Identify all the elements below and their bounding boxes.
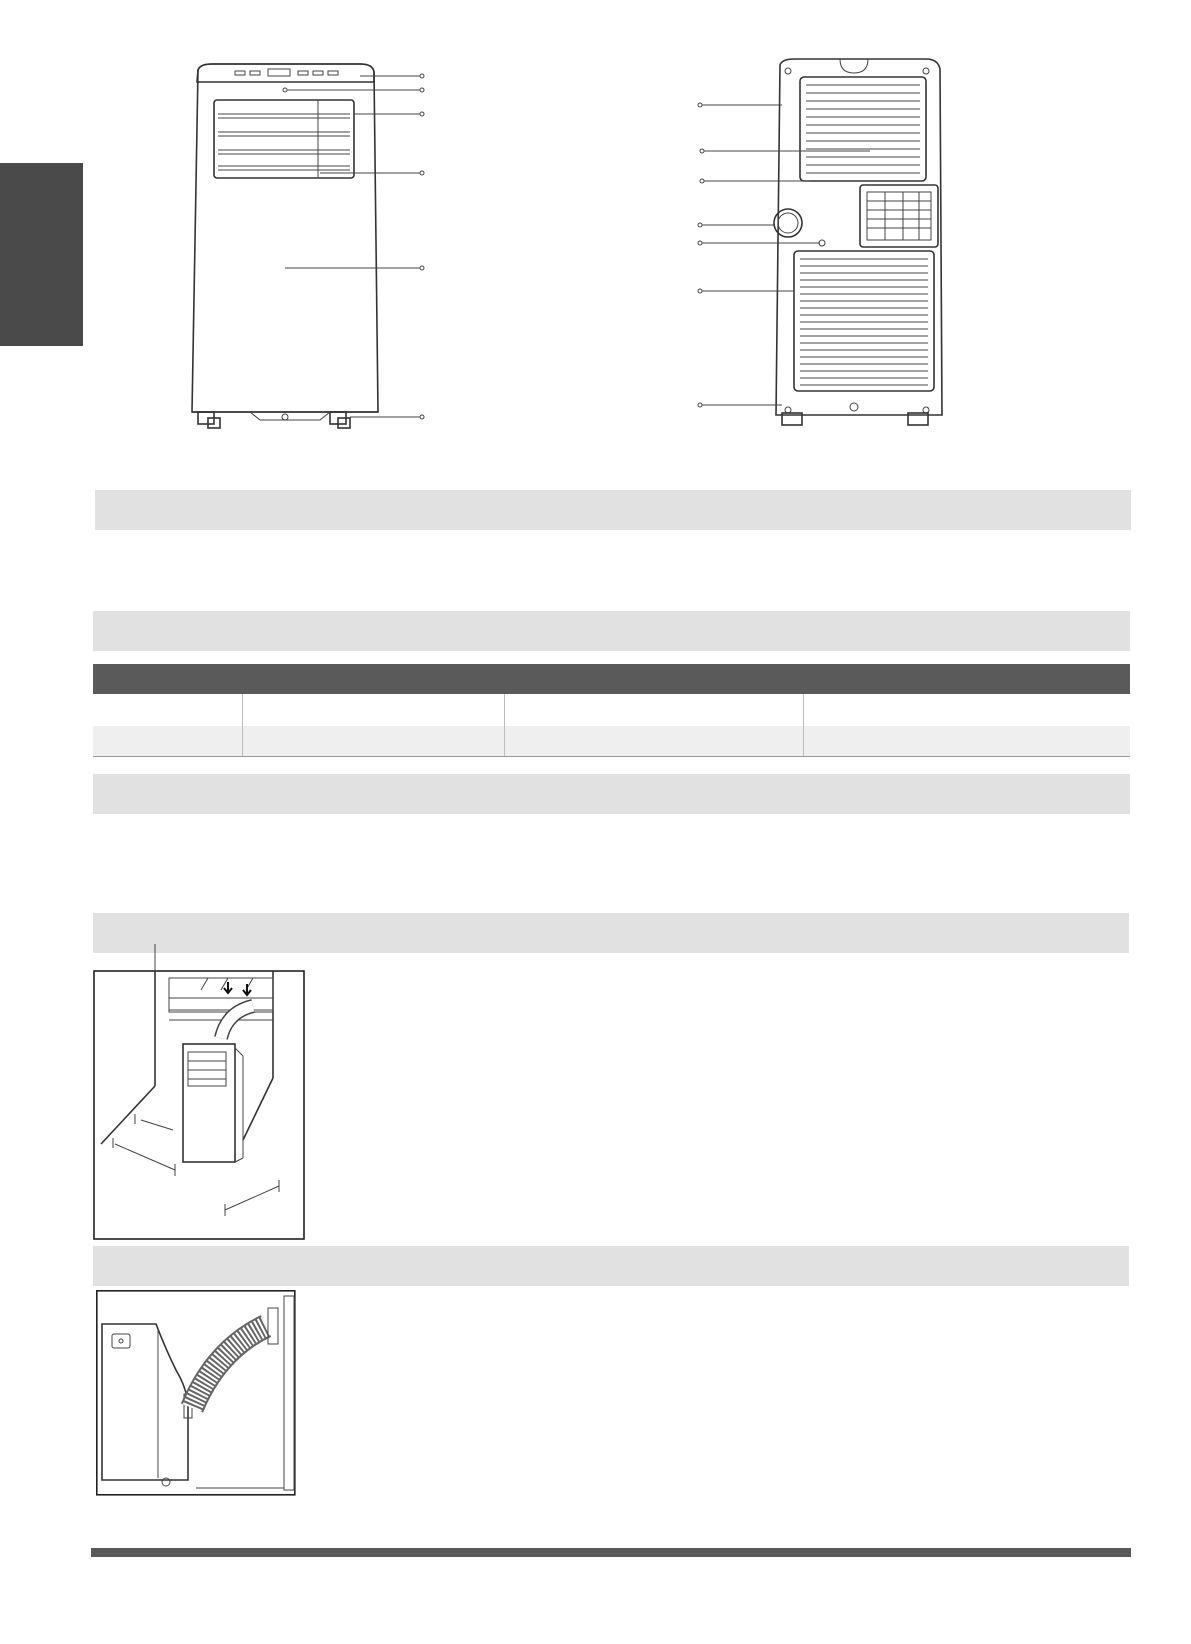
rear-view-diagram xyxy=(730,55,960,455)
spec-table-row-2 xyxy=(93,726,1130,757)
spec-table xyxy=(93,664,1130,756)
page-bottom-rule xyxy=(91,1548,1131,1557)
section-band-2 xyxy=(93,611,1130,651)
table-cell xyxy=(93,694,243,726)
table-cell xyxy=(505,694,804,726)
spec-table-row-1 xyxy=(93,694,1130,727)
section-band-1 xyxy=(95,490,1131,530)
exhaust-hose-illustration xyxy=(96,1290,296,1496)
section-band-5 xyxy=(93,1246,1129,1286)
table-cell xyxy=(243,694,505,726)
table-cell xyxy=(243,726,505,756)
section-band-3 xyxy=(93,774,1130,814)
installation-clearance-illustration xyxy=(93,948,305,1240)
spec-table-header xyxy=(93,664,1130,694)
front-view-diagram xyxy=(190,62,450,452)
table-cell xyxy=(93,726,243,756)
section-band-4 xyxy=(93,913,1129,953)
table-cell xyxy=(505,726,804,756)
side-tab-marker xyxy=(0,163,83,346)
